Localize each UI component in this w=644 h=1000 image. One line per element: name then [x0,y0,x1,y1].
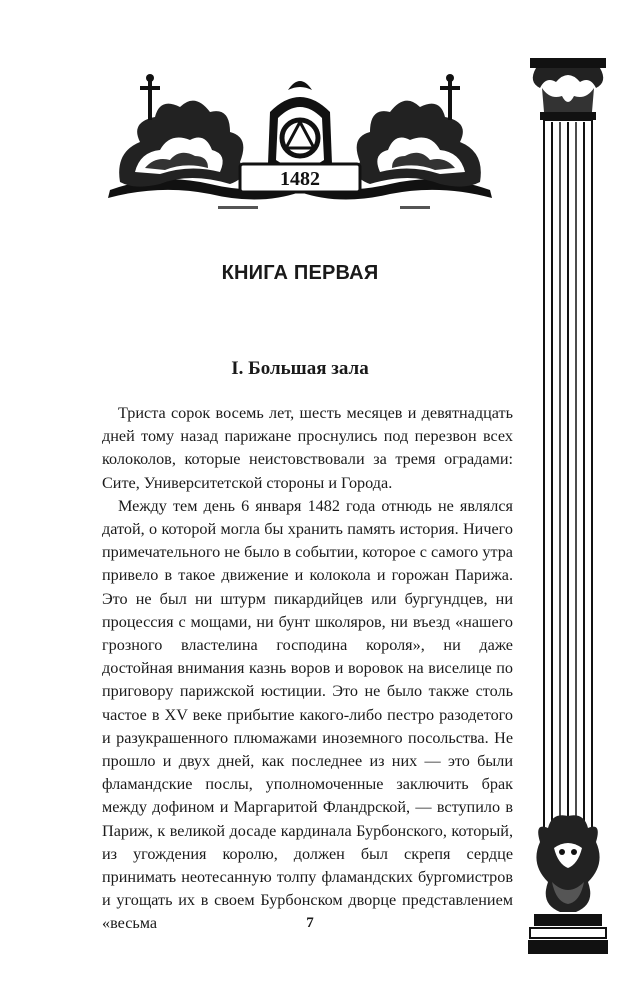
chapter-title: I. Большая зала [231,358,369,379]
engraved-cartouche-ornament-icon [100,72,500,222]
body-text [102,402,513,936]
book-title: КНИГА ПЕРВАЯ [221,262,379,284]
corinthian-column-icon [526,52,610,982]
paragraph: Между тем день 6 января 1482 года отнюдь не являлся датой, о которой могла бы хранить память история. Ничего примечательного не было в событии, которое с самого утра привело в такое движение и колокола и горожан Парижа. Это не был ни штурм пикардийцев или бургундцев, ни процессия с мощами, ни бунт школяров, ни въезд «нашего грозного властелина господина короля», ни даже достойная внимания казнь воров и воровок на виселице по приговору парижской юстиции. Это не было также столь частое в XV веке прибытие какого-либо пестро разодетого и разукрашенного плюмажами иноземного посольства. Не прошло и двух дней, как последнее из них — это были фламандские послы, уполномоченные заключить брак между дофином и Маргаритой Фландрской, — вступило в Париж, к великой досаде кардинала Бурбонского, который, из угождения королю, должен был скрепя сердце принимать неотесанную толпу фламандских бургомистров и угощать их в своем Бурбонском дворце представлением «весьма [102,496,513,933]
year-plaque-text: 1482 [280,168,320,190]
paragraph: Триста сорок восемь лет, шесть месяцев и девятнадцать дней тому назад парижане проснулись под перезвон всех колоколов, которые неистовствовали за тремя оградами: Сите, Университетской стороны и Города. [102,404,513,492]
page-number: 7 [306,915,314,931]
